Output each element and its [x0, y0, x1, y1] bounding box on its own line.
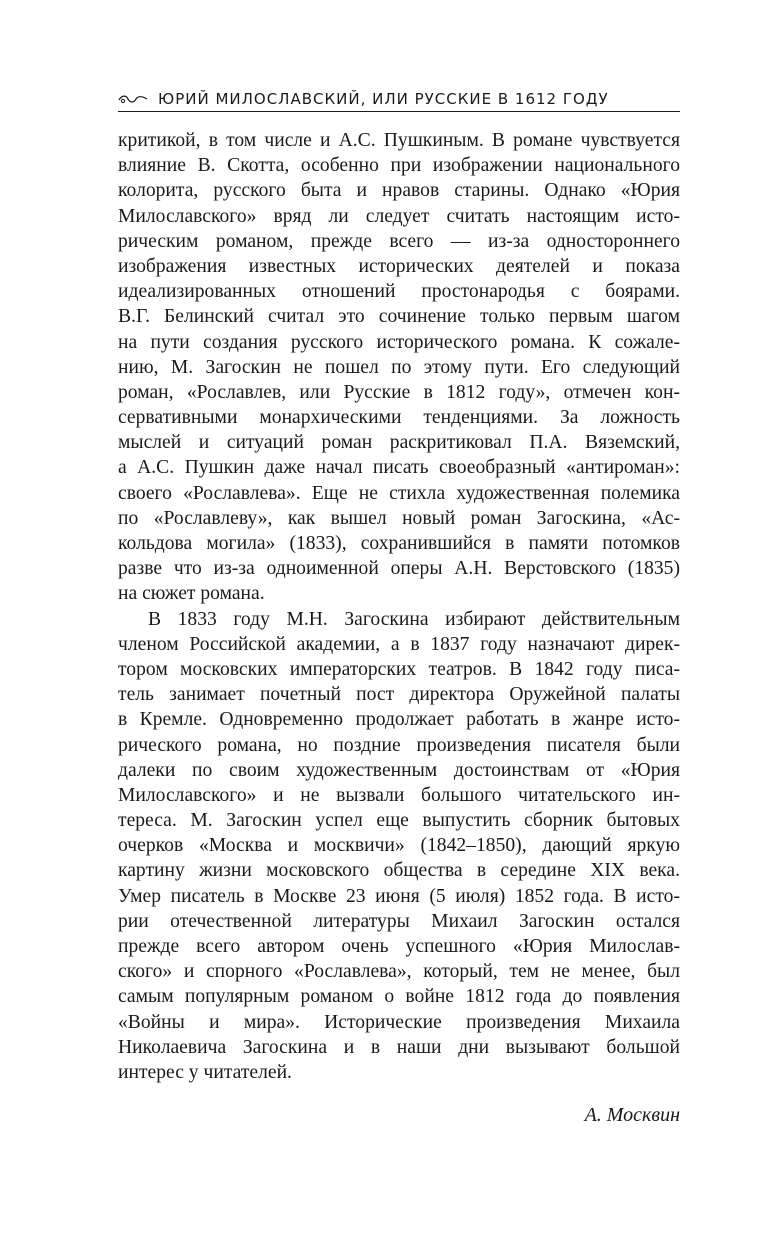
text-line: нию, М. Загоскин не пошел по этому пути. Его следующий: [118, 356, 680, 378]
header-rule: [118, 111, 680, 112]
text-line: интерес у читателей.: [118, 1061, 292, 1083]
text-line: прежде всего автором очень успешного «Юрия Милослав-: [118, 936, 680, 957]
text-line: тором московских императорских театров. В 1842 году писа-: [118, 658, 680, 680]
text-line: рии отечественной литературы Михаил Загоскин остался: [118, 910, 680, 932]
text-line: Милославского» вряд ли следует считать настоящим исто-: [118, 205, 680, 227]
text-line: Милославского» и не вызвали большого читательского ин-: [118, 784, 680, 806]
text-line: мыслей и ситуаций роман раскритиковал П.А. Вяземский,: [118, 432, 680, 454]
text-line: колорита, русского быта и нравов старины. Однако «Юрия: [118, 180, 680, 202]
text-line: тереса. М. Загоскин успел еще выпустить сборник бытовых: [118, 810, 680, 832]
text-line: картину жизни московского общества в середине XIX века.: [118, 860, 680, 882]
text-line: кольдова могила» (1833), сохранившийся в памяти потомков: [118, 533, 680, 554]
text-line: своего «Рославлева». Еще не стихла художественная полемика: [118, 482, 680, 504]
text-line: идеализированных отношений простонародья с боярами.: [118, 281, 680, 303]
text-line: самым популярным романом о войне 1812 года до появления: [118, 986, 680, 1008]
scroll-ornament-icon: [118, 93, 148, 105]
text-line: Николаевича Загоскина и в наши дни вызывают большой: [118, 1036, 680, 1058]
text-line: далеки по своим художественным достоинствам от «Юрия: [118, 759, 680, 781]
running-head: [118, 88, 680, 110]
text-line: рическим романом, прежде всего — из-за одностороннего: [118, 230, 680, 252]
text-line: сервативными монархическими тенденциями. За ложность: [118, 407, 680, 429]
text-line: В.Г. Белинский считал это сочинение только первым шагом: [118, 306, 680, 328]
text-line: влияние В. Скотта, особенно при изображении национального: [118, 155, 680, 177]
text-line: на пути создания русского исторического романа. К сожале-: [118, 331, 680, 353]
text-line: очерков «Москва и москвичи» (1842–1850), дающий яркую: [118, 835, 680, 857]
running-title: ЮРИЙ МИЛОСЛАВСКИЙ, ИЛИ РУССКИЕ В 1612 ГОДУ: [158, 90, 609, 108]
paragraph-1: [118, 128, 680, 607]
text-line: изображения известных исторических деятелей и показа: [118, 255, 680, 277]
text-line: рического романа, но поздние произведения писателя были: [118, 734, 680, 756]
text-line: Умер писатель в Москве 23 июня (5 июля) 1852 года. В исто-: [118, 885, 680, 907]
text-line: а А.С. Пушкин даже начал писать своеобразный «антироман»:: [118, 457, 680, 479]
main-text: [118, 128, 680, 1085]
text-line: на сюжет романа.: [118, 583, 265, 605]
text-line: членом Российской академии, а в 1837 году назначают дирек-: [118, 633, 680, 655]
text-line: в Кремле. Одновременно продолжает работать в жанре исто-: [118, 709, 680, 731]
author-signature: А. Москвин: [584, 1104, 680, 1126]
text-line: В 1833 году М.Н. Загоскина избирают действительным: [148, 608, 680, 630]
text-line: критикой, в том числе и А.С. Пушкиным. В романе чувствуется: [118, 130, 680, 151]
text-line: тель занимает почетный пост директора Оружейной палаты: [118, 684, 680, 706]
text-line: роман, «Рославлев, или Русские в 1812 году», отмечен кон-: [118, 381, 680, 403]
text-line: «Войны и мира». Исторические произведения Михаила: [118, 1011, 680, 1033]
text-line: ского» и спорного «Рославлева», который, тем не менее, был: [118, 961, 680, 983]
text-line: по «Рославлеву», как вышел новый роман Загоскина, «Ас-: [118, 507, 680, 529]
text-line: разве что из-за одноименной оперы А.Н. Верстовского (1835): [118, 558, 680, 580]
paragraph-2: [118, 607, 680, 1086]
